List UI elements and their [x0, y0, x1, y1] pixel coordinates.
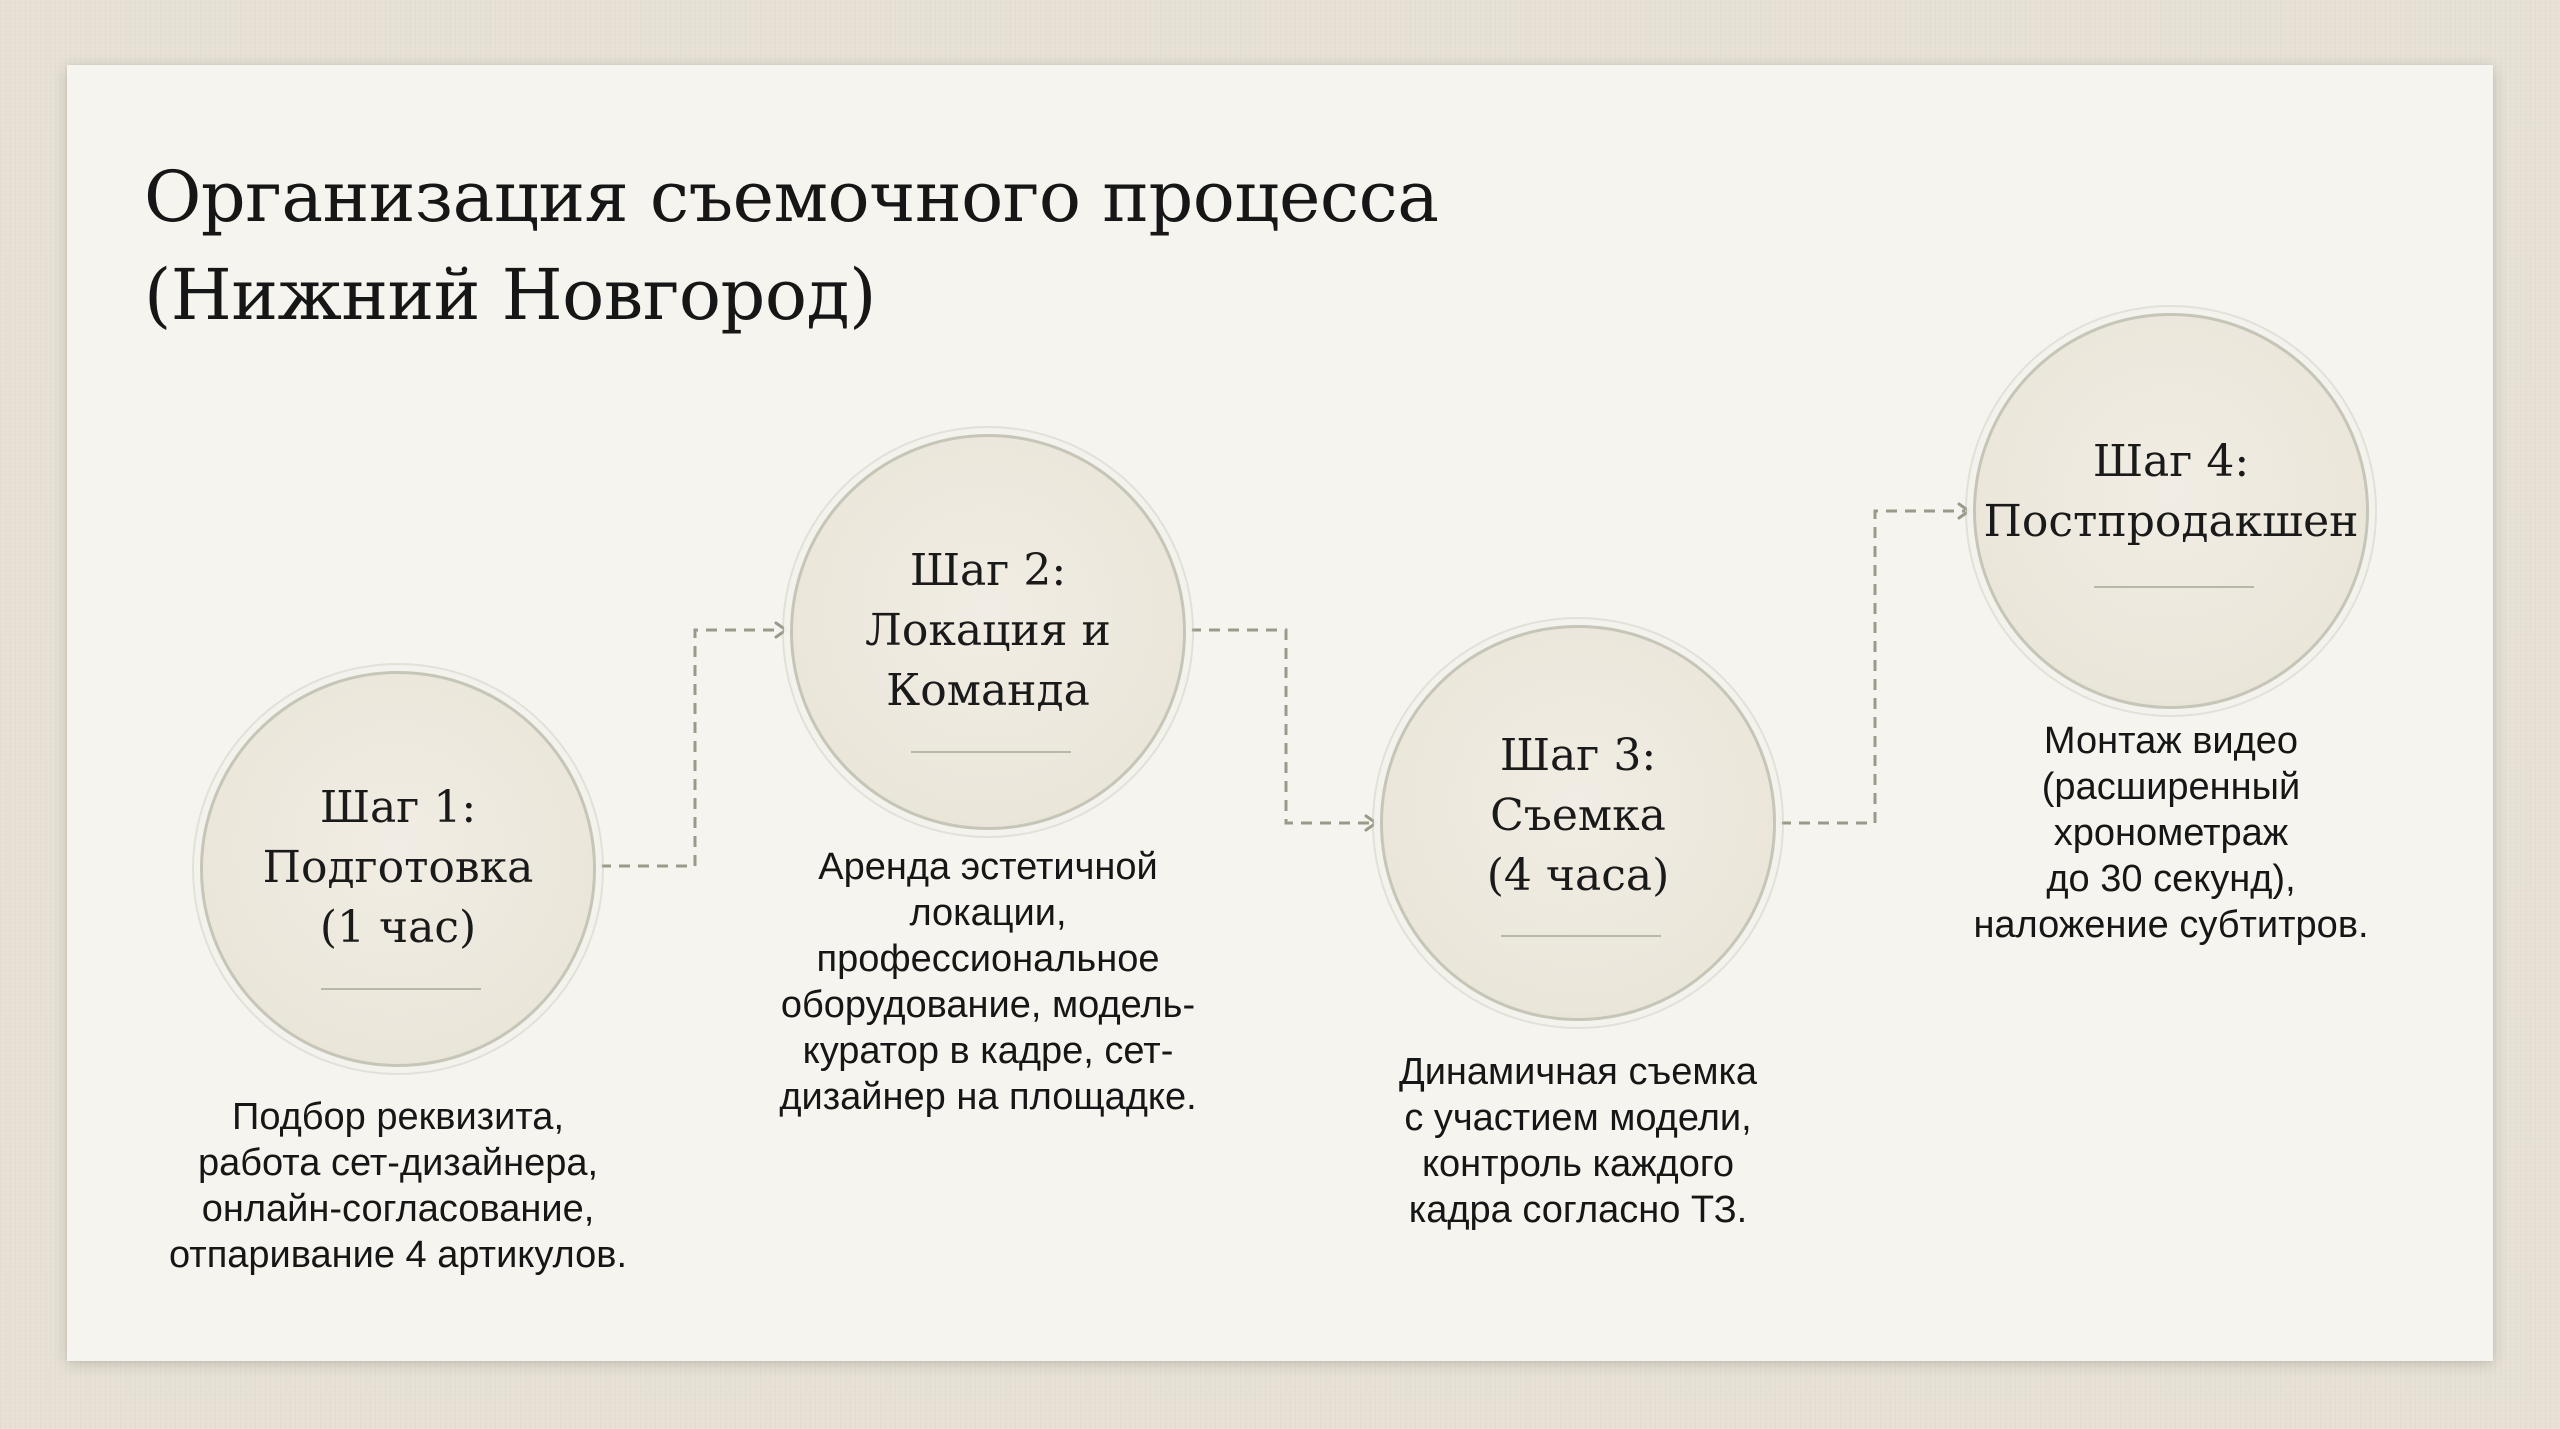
step-2-title-line: Шаг 2:	[909, 545, 1067, 596]
step-3-divider	[1501, 935, 1661, 937]
step-3-description	[1278, 1049, 1878, 1233]
step-3-description-line: Динамичная съемка	[1398, 1051, 1758, 1093]
step-3-description-line: кадра согласно ТЗ.	[1408, 1189, 1748, 1231]
step-4-divider	[2094, 586, 2254, 588]
step-4-description-line: до 30 секунд),	[2046, 858, 2296, 900]
step-1-title-line: Шаг 1:	[319, 782, 477, 833]
step-1-title-line: (1 час)	[319, 902, 477, 953]
step-2-title	[793, 541, 1183, 721]
step-1-description-line: отпаривание 4 артикулов.	[168, 1234, 628, 1276]
connector-step2-step3	[1190, 630, 1372, 823]
step-2-description-line: локации,	[909, 892, 1067, 934]
step-2-description-line: дизайнер на площадке.	[779, 1076, 1197, 1118]
step-3-circle	[1380, 625, 1776, 1021]
step-1-description-line: Подбор реквизита,	[232, 1096, 564, 1138]
step-2-title-line: Команда	[886, 665, 1090, 716]
step-2-description-line: Аренда эстетичной	[818, 846, 1158, 888]
step-2-divider	[911, 751, 1071, 753]
step-4-description-line: (расширенный	[2041, 766, 2301, 808]
step-1-title	[203, 778, 593, 958]
arrowhead-step2	[776, 623, 786, 637]
step-4-description-line: Монтаж видео	[2043, 720, 2299, 762]
step-3-title-line: Съемка	[1490, 790, 1666, 841]
step-3-title-line: (4 часа)	[1486, 850, 1670, 901]
step-2-circle	[790, 434, 1186, 830]
step-4-title-line: Шаг 4:	[2092, 436, 2250, 487]
step-1-description	[100, 1094, 696, 1278]
step-4-title-line: Постпродакшен	[1983, 496, 2359, 547]
connector-step1-step2	[600, 630, 782, 866]
step-4-description	[1871, 718, 2471, 948]
step-1-title-line: Подготовка	[262, 842, 534, 893]
step-1-divider	[321, 988, 481, 990]
step-3-description-line: контроль каждого	[1421, 1143, 1734, 1185]
step-2-description	[688, 844, 1288, 1120]
step-2-description-line: куратор в кадре, сет-	[802, 1030, 1174, 1072]
page-title-line-2: (Нижний Новгород)	[144, 254, 876, 336]
step-4-circle	[1973, 313, 2369, 709]
step-1-description-line: работа сет-дизайнера,	[197, 1142, 599, 1184]
step-2-description-line: оборудование, модель-	[780, 984, 1196, 1026]
page-title-line-1: Организация съемочного процесса	[144, 156, 1439, 238]
step-3-title	[1383, 726, 1773, 906]
step-1-description-line: онлайн-согласование,	[201, 1188, 595, 1230]
step-4-description-line: хронометраж	[2053, 812, 2289, 854]
step-4-title	[1976, 432, 2366, 552]
step-2-title-line: Локация и	[865, 605, 1111, 656]
step-2-description-line: профессиональное	[816, 938, 1160, 980]
step-3-description-line: с участием модели,	[1404, 1097, 1752, 1139]
step-1-circle	[200, 671, 596, 1067]
step-3-title-line: Шаг 3:	[1499, 730, 1657, 781]
step-4-description-line: наложение субтитров.	[1973, 904, 2369, 946]
